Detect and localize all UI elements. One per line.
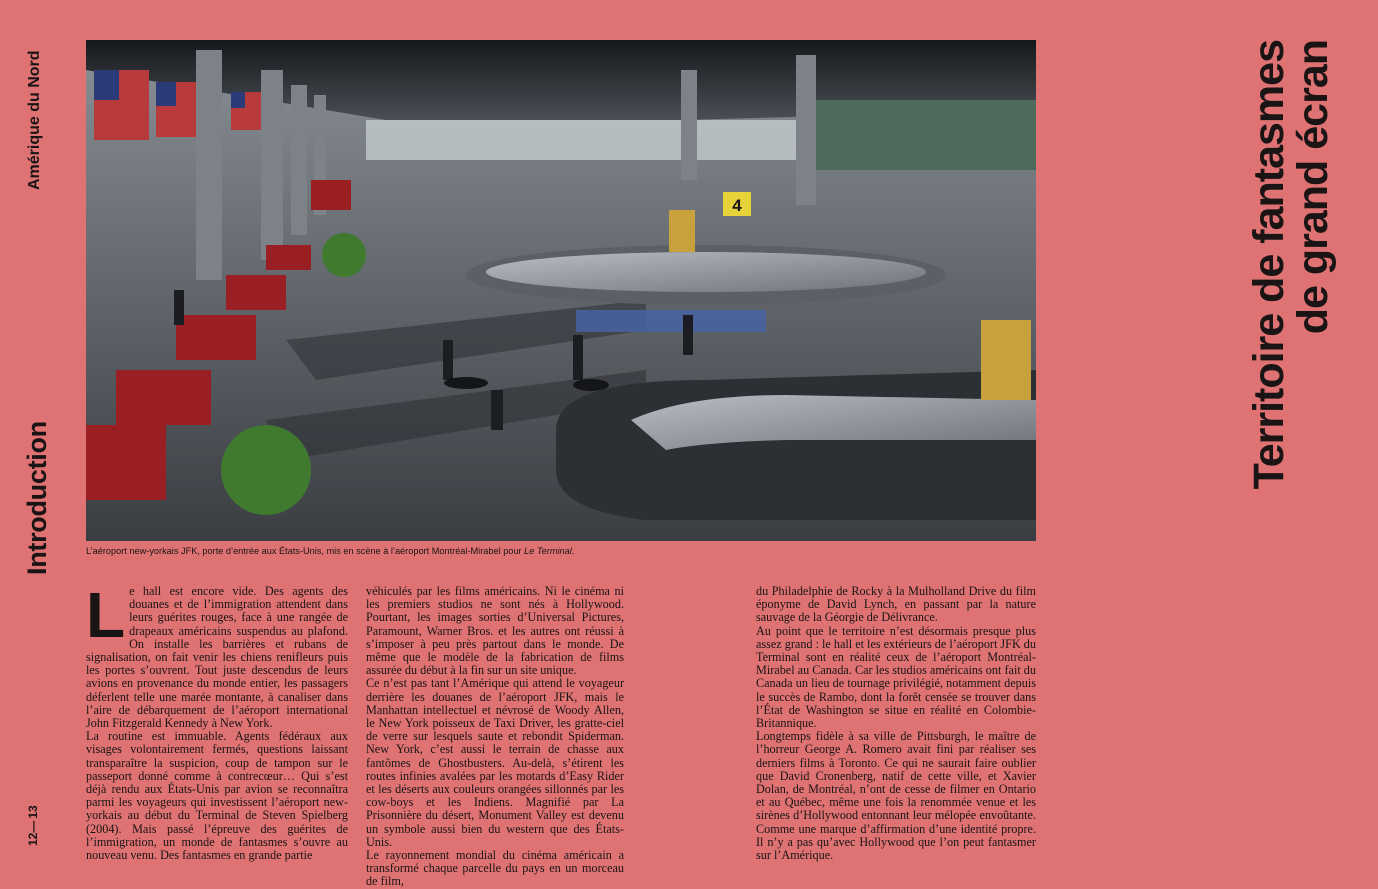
article-column-2 [366, 585, 624, 889]
paragraph: e hall est encore vide. Des agents des douanes et de l’immigration attendent dans leurs guérites rouges, face à une rangée de drapeaux américains suspendus au plafond. On installe les barrières et rubans de signalisation, on fait venir les chiens renifleurs puis les portes s’ouvrent. Tout juste descendus de leurs avions en provenance du monde entier, les passagers déferlent telle une marée montante, à canaliser dans l’aire de débarquement de l’aéroport international John Fitzgerald Kennedy à New York. [86, 584, 348, 731]
headline-line-1: Territoire de fantasmes [1245, 40, 1293, 490]
paragraph: La routine est immuable. Agents fédéraux aux visages volontairement fermés, questions laissant transparaître la suspicion, coup de tampon sur le passeport donné comme à contrecœur… Qui s’est déjà rendu aux États-Unis par avion se reconnaîtra parmi les voyageurs qui investissent l’aéroport new-yorkais au début du Terminal de Steven Spielberg (2004). Mais passé l’épreuve des guérites de l’immigration, un monde de fantasmes s’ouvre au nouveau venu. Des fantasmes en grande partie [86, 729, 348, 863]
headline-line-2: de grand écran [1289, 40, 1337, 335]
paragraph: Longtemps fidèle à sa ville de Pittsburgh, le maître de l’horreur George A. Romero avait fini par réaliser ses derniers films à Toronto. Ce qui ne saurait faire oublier que David Cronenberg, natif de cette ville, et Xavier Dolan, de Montréal, n’ont de cesse de filmer en Ontario et au Québec, même une fois la renommée venue et les sirènes d’Hollywood entonnant leur mélopée envoûtante. Comme une marque d’affirmation d’une identité propre. Il n’y a pas qu’avec Hollywood que l’on peut fantasmer sur l’Amérique. [756, 729, 1036, 863]
folio-left: 12 [26, 832, 40, 846]
caption-film-title: Le Terminal [524, 546, 572, 556]
article-column-3 [756, 585, 1036, 862]
article-column-1 [86, 579, 348, 863]
chapter-title: Introduction [22, 421, 52, 575]
paragraph: du Philadelphie de Rocky à la Mulholland Drive du film éponyme de David Lynch, en passant par la nature sauvage de la Géorgie de Délivrance. [756, 584, 1036, 625]
airport-hall-photo [86, 40, 1036, 541]
carousel-number-sign: 4 [732, 196, 742, 215]
paragraph: Ce n’est pas tant l’Amérique qui attend le voyageur derrière les douanes de l’aéroport JFK, mais le Manhattan intellectuel et névrosé de Woody Allen, le New York poisseux de Taxi Driver, les gratte-ciel de verre sur lesquels saute et rebondit Spiderman. New York, c’est aussi le terrain de chasse aux fantômes de Ghostbusters. Au-delà, s’étirent les routes infinies avalées par les motards d’Easy Rider et les déserts aux couleurs orangées sillonnés par les cow-boys et les Indiens. Magnifié par La Prisonnière du désert, Monument Valley est devenu un symbole aussi bien du western que des États-Unis. [366, 676, 624, 849]
airport-hall-illustration [86, 40, 1036, 541]
photo-caption [86, 546, 1036, 556]
article-headline [1247, 40, 1335, 540]
page-numbers [26, 805, 40, 846]
folio-right: 13 [26, 805, 40, 819]
paragraph: Au point que le territoire n’est désormais presque plus assez grand : le hall et les extérieurs de l’aéroport JFK du Terminal sont en réalité ceux de l’aéroport Montréal-Mirabel au Canada. Car les studios américains ont fait du Canada un lieu de tournage privilégié, notamment depuis le succès de Rambo, dont la forêt censée se trouver dans l’État de Washington se situe en réalité en Colombie-Britannique. [756, 623, 1036, 731]
section-label: Amérique du Nord [26, 50, 43, 190]
drop-cap: L [86, 579, 126, 651]
caption-end: . [571, 546, 575, 556]
paragraph: Le rayonnement mondial du cinéma américain a transformé chaque parcelle du pays en un morceau de film, [366, 848, 624, 889]
paragraph: véhiculés par les films américains. Ni le cinéma ni les premiers studios ne sont nés à Hollywood. Pourtant, les images sorties d’Universal Pictures, Paramount, Warner Bros. et les autres ont réussi à s’imposer à peu près partout dans le monde. De même que le modèle de la fabrication de films assurée du début à la fin sur un site unique. [366, 584, 624, 678]
folio-dash: — [26, 820, 40, 833]
caption-text: L’aéroport new-yorkais JFK, porte d’entrée aux États-Unis, mis en scène à l’aéroport Montréal-Mirabel pour [86, 546, 525, 556]
